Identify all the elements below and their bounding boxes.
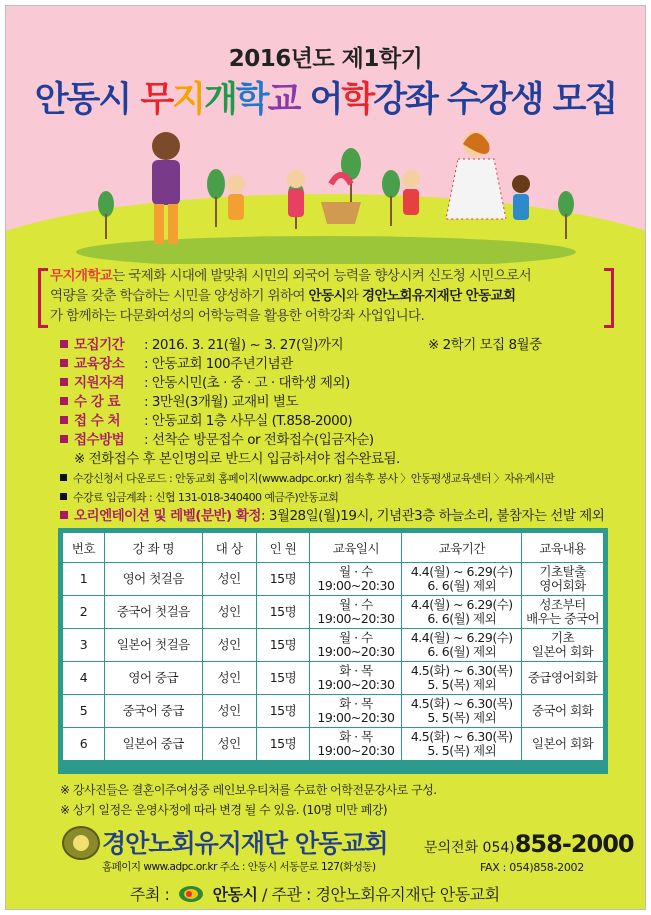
cell-target: 성인: [202, 695, 256, 728]
period-exclusion: 5. 5(목) 제외: [427, 710, 497, 725]
content-line: 중급영어회화: [527, 670, 598, 685]
cell-course: 영어 중급: [104, 662, 202, 695]
time-hours: 19:00~20:30: [317, 611, 395, 626]
title-part: 강좌 수강생 모집: [373, 80, 617, 120]
cell-no: 1: [63, 563, 105, 596]
info-value: 수강료 입금계좌 : 신협 131-018-340400 예금주)안동교회: [73, 491, 339, 504]
cell-target: 성인: [202, 563, 256, 596]
period-exclusion: 5. 5(목) 제외: [427, 743, 497, 758]
info-note: ※ 2학기 모집 8월중: [428, 337, 542, 353]
course-table: [62, 532, 604, 761]
info-label: 접 수 처: [74, 413, 121, 429]
poster-frame: [5, 5, 646, 910]
period-exclusion: 5. 5(목) 제외: [427, 677, 497, 692]
cell-target: 성인: [202, 596, 256, 629]
table-row: [63, 662, 604, 695]
cell-content: [522, 596, 604, 629]
cell-count: 15명: [256, 596, 310, 629]
cell-count: 15명: [256, 629, 310, 662]
main-title: [6, 72, 645, 122]
col-header: 교육내용: [522, 533, 604, 563]
bullet-icon: [60, 435, 68, 443]
cell-no: 6: [63, 728, 105, 761]
table-row: [63, 728, 604, 761]
col-header: 대 상: [202, 533, 256, 563]
content-line: 영어회화: [539, 578, 586, 593]
cell-time: [310, 695, 402, 728]
cell-content: [522, 695, 604, 728]
program-name: 무지개학교: [50, 268, 113, 284]
content-line: 성조부터: [539, 597, 586, 612]
cell-no: 4: [63, 662, 105, 695]
cell-no: 2: [63, 596, 105, 629]
bullet-icon: [60, 378, 68, 386]
footnote: ※ 상기 일정은 운영사정에 따라 변경 될 수 있음. (10명 미만 폐강): [60, 803, 388, 817]
cell-period: [402, 563, 522, 596]
cell-period: [402, 629, 522, 662]
bullet-icon: [60, 397, 68, 405]
period-range: 4.5(화) ~ 6.30(목): [410, 663, 513, 678]
content-line: 일본어 회화: [531, 644, 594, 659]
period-range: 4.5(화) ~ 6.30(목): [410, 696, 513, 711]
info-label: 오리엔테이션 및 레벨(분반) 확정: [74, 508, 261, 524]
info-value: : 안동시민(초 · 중 · 고 · 대학생 제외): [144, 375, 350, 391]
footnote: ※ 강사진들은 결혼이주여성중 레인보우티처를 수료한 어학전문강사로 구성.: [60, 783, 437, 797]
info-value: : 2016. 3. 21(월) ~ 3. 27(일)까지: [144, 337, 344, 353]
host-city: 안동시: [212, 885, 258, 904]
col-header: 강 좌 명: [104, 533, 202, 563]
title-part: 어: [299, 80, 342, 120]
intro-paragraph: [50, 266, 600, 330]
bullet-icon: [60, 340, 68, 348]
content-line: 기초탈출: [539, 564, 586, 579]
info-label: 접수방법: [74, 432, 125, 448]
intro-org: 경안노회유지재단 안동교회: [362, 288, 516, 304]
time-hours: 19:00~20:30: [317, 644, 395, 659]
cell-course: 일본어 첫걸음: [104, 629, 202, 662]
host-line: [130, 882, 500, 905]
info-row-bank: [60, 488, 640, 507]
time-days: 화 · 목: [339, 663, 373, 678]
cell-content: [522, 662, 604, 695]
time-days: 화 · 목: [339, 696, 373, 711]
bullet-icon: [60, 493, 67, 500]
title-part: 학: [341, 80, 374, 120]
time-hours: 19:00~20:30: [317, 578, 395, 593]
time-days: 월 · 수: [339, 597, 373, 612]
info-row-method: [60, 431, 640, 450]
cell-period: [402, 596, 522, 629]
info-row-download: [60, 469, 640, 488]
content-line: 배우는 중국어: [526, 611, 600, 626]
cell-target: 성인: [202, 629, 256, 662]
title-part: 무: [140, 80, 173, 120]
info-value: : 안동교회 1층 사무실 (T.858-2000): [144, 413, 353, 429]
cell-course: 영어 첫걸음: [104, 563, 202, 596]
phone-number: 858-2000: [514, 830, 634, 858]
cell-content: [522, 629, 604, 662]
cell-content: [522, 728, 604, 761]
info-row-method-note: ※ 전화접수 후 본인명의로 반드시 입금하셔야 접수완료됨.: [74, 451, 400, 467]
cell-period: [402, 662, 522, 695]
cell-count: 15명: [256, 695, 310, 728]
cell-time: [310, 728, 402, 761]
title-part: 학: [235, 80, 268, 120]
cell-course: 중국어 중급: [104, 695, 202, 728]
cell-time: [310, 596, 402, 629]
info-value: : 선착순 방문접수 or 전화접수(입금자순): [144, 432, 374, 448]
info-label: 지원자격: [74, 375, 125, 391]
homepage-address: 홈페이지 www.adpc.or.kr 주소 : 안동시 서동문로 127(화성동): [102, 861, 376, 873]
cell-count: 15명: [256, 662, 310, 695]
info-label: 수 강 료: [74, 394, 121, 410]
info-row-place: [60, 355, 640, 374]
cell-no: 5: [63, 695, 105, 728]
bullet-icon: [60, 511, 68, 519]
intro-bracket-right: [604, 268, 614, 328]
period-range: 4.4(월) ~ 6.29(수): [410, 597, 513, 612]
content-line: 중국어 회화: [531, 703, 594, 718]
cell-count: 15명: [256, 728, 310, 761]
intro-line: [50, 286, 600, 306]
cell-course: 중국어 첫걸음: [104, 596, 202, 629]
info-value: : 안동교회 100주년기념관: [144, 356, 293, 372]
time-days: 화 · 목: [339, 729, 373, 744]
period-range: 4.4(월) ~ 6.29(수): [410, 630, 513, 645]
fax-number: FAX : 054)858-2002: [480, 861, 584, 874]
host-organizer: / 주관 : 경안노회유지재단 안동교회: [262, 885, 500, 904]
phone-label: 문의전화 054): [424, 840, 515, 856]
info-row-period: [60, 336, 640, 355]
title-part: 개: [203, 80, 236, 120]
table-header-row: [63, 533, 604, 563]
period-exclusion: 6. 6(월) 제외: [427, 578, 497, 593]
intro-line: 가 함께하는 다문화여성의 어학능력을 활용한 어학강좌 사업입니다.: [50, 308, 425, 324]
cell-count: 15명: [256, 563, 310, 596]
period-exclusion: 6. 6(월) 제외: [427, 644, 497, 659]
info-label: 교육장소: [74, 356, 125, 372]
bullet-icon: [60, 416, 68, 424]
info-value: 수강신청서 다운로드 : 안동교회 홈페이지(www.adpc.or.kr) 접속후 봉사 〉안동평생교육센터 〉자유게시판: [73, 472, 555, 485]
info-value: : 3만원(3개월) 교재비 별도: [144, 394, 299, 410]
info-row-office: [60, 412, 640, 431]
intro-bracket-left: [38, 268, 48, 328]
cell-target: 성인: [202, 728, 256, 761]
cell-course: 일본어 중급: [104, 728, 202, 761]
col-header: 교육기간: [402, 533, 522, 563]
cell-period: [402, 728, 522, 761]
info-row-orientation: [60, 507, 640, 526]
footnotes: [60, 780, 437, 820]
intro-city: 안동시: [308, 288, 346, 304]
info-label: 모집기간: [74, 337, 125, 353]
col-header: 번호: [63, 533, 105, 563]
cell-content: [522, 563, 604, 596]
period-range: 4.4(월) ~ 6.29(수): [410, 564, 513, 579]
organization-name: 경안노회유지재단 안동교회: [102, 829, 388, 858]
intro-line: [50, 266, 600, 286]
church-logo-icon: [62, 826, 100, 860]
intro-text: 와: [345, 288, 362, 304]
cell-period: [402, 695, 522, 728]
col-header: 교육일시: [310, 533, 402, 563]
bullet-icon: [60, 474, 67, 481]
time-hours: 19:00~20:30: [317, 710, 395, 725]
time-hours: 19:00~20:30: [317, 743, 395, 758]
cell-no: 3: [63, 629, 105, 662]
host-label: 주최 :: [130, 885, 170, 904]
info-value: : 3월28일(월)19시, 기념관3층 하늘소리, 불참자는 선발 제외: [260, 508, 605, 524]
col-header: 인 원: [256, 533, 310, 563]
cell-time: [310, 563, 402, 596]
cell-target: 성인: [202, 662, 256, 695]
time-hours: 19:00~20:30: [317, 677, 395, 692]
bullet-icon: [60, 359, 68, 367]
year-title: 2016년도 제1학기: [228, 46, 423, 72]
family-illustration: [66, 124, 586, 264]
info-row-qualification: [60, 374, 640, 393]
time-days: 월 · 수: [339, 564, 373, 579]
table-row: [63, 629, 604, 662]
period-range: 4.5(화) ~ 6.30(목): [410, 729, 513, 744]
andong-city-logo-icon: [178, 885, 204, 903]
info-row-fee: [60, 393, 640, 412]
table-row: [63, 596, 604, 629]
cell-time: [310, 629, 402, 662]
title-part: 교: [267, 80, 300, 120]
content-line: 기초: [551, 630, 575, 645]
table-row: [63, 695, 604, 728]
title-part: 안동시: [34, 80, 141, 120]
period-exclusion: 6. 6(월) 제외: [427, 611, 497, 626]
cell-time: [310, 662, 402, 695]
content-line: 일본어 회화: [531, 736, 594, 751]
intro-text: 역량을 갖춘 학습하는 시민을 양성하기 위하여: [50, 288, 309, 304]
time-days: 월 · 수: [339, 630, 373, 645]
intro-text: 는 국제화 시대에 발맞춰 시민의 외국어 능력을 향상시켜 신도청 시민으로서: [112, 268, 532, 284]
title-part: 지: [172, 80, 204, 120]
contact-phone: [424, 830, 634, 858]
info-list: [60, 336, 640, 526]
table-row: [63, 563, 604, 596]
